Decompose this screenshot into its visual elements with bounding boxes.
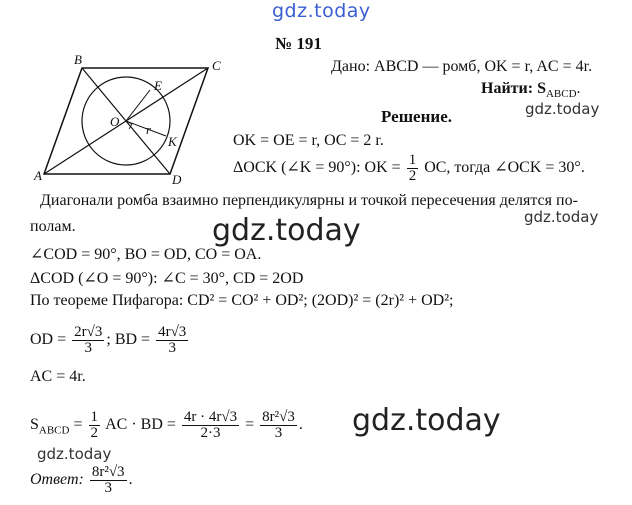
solution-line-8: OD = $\frac{2r√3}{3}$ ; BD = $\frac{4r√3}{3}$ bbox=[30, 324, 187, 356]
label-a: A bbox=[34, 168, 42, 183]
watermark-middle: gdz.today bbox=[212, 213, 361, 248]
solution-line-9: AC = 4r. bbox=[30, 368, 86, 385]
label-o: O bbox=[110, 114, 120, 129]
label-r: r bbox=[146, 122, 152, 137]
radius-oe bbox=[126, 90, 150, 121]
solution-line-2: ΔOCK (∠K = 90°): OK = $\frac{1}{2}$ OC, тогда ∠OCK = 30°. bbox=[233, 152, 585, 184]
fraction-bd: $\frac{4r√3}{3}$ bbox=[158, 324, 187, 356]
fraction-od: $\frac{2r√3}{3}$ bbox=[74, 324, 103, 356]
label-b: B bbox=[74, 52, 82, 67]
fraction-answer: $\frac{\text{8r²√3}}{3}$ bbox=[91, 464, 125, 496]
watermark-right-1: gdz.today bbox=[525, 100, 600, 118]
fraction-one-half: $\frac{1}{2}$ bbox=[408, 152, 417, 184]
fraction-half: $\frac{1}{2}$ bbox=[90, 409, 98, 441]
label-e: E bbox=[154, 78, 162, 93]
solution-line-6: ΔCOD (∠O = 90°): ∠C = 30°, CD = 2OD bbox=[30, 270, 304, 287]
solution-line-7: По теореме Пифагора: CD² = CO² + OD²; (2OD)² = (2r)² + OD²; bbox=[30, 292, 454, 309]
solution-line-3: Диагонали ромба взаимно перпендикулярны и точкой пересечения делятся по- bbox=[40, 192, 578, 209]
watermark-top: gdz.today bbox=[272, 0, 371, 22]
watermark-bottom-left: gdz.today bbox=[37, 445, 112, 463]
label-d: D bbox=[172, 172, 182, 187]
watermark-right-2: gdz.today bbox=[524, 208, 599, 226]
rhombus-figure bbox=[22, 52, 232, 187]
solution-line-5: ∠COD = 90°, BO = OD, CO = OA. bbox=[30, 246, 262, 263]
label-c: C bbox=[212, 58, 221, 73]
solution-heading: Решение. bbox=[381, 107, 452, 126]
label-k: K bbox=[168, 134, 177, 149]
fraction-result: $\frac{\text{8r²√3}}{3}$ bbox=[262, 409, 295, 441]
solution-line-10: $S_{ABCD}$ = $\frac{1}{2}$ AC · BD = $\frac{4r \cdot 4r√3}{2\cdot 3}$ = $\frac{\text{8r²√3}}{3}$ . bbox=[30, 409, 303, 441]
fraction-product: $\frac{4r \cdot 4r√3}{2\cdot 3}$ bbox=[183, 409, 238, 441]
watermark-bottom-big: gdz.today bbox=[352, 403, 501, 438]
problem-number: № 191 bbox=[275, 34, 322, 53]
solution-line-1: OK = OE = r, OC = 2 r. bbox=[233, 132, 384, 149]
answer-line: Ответ: $\frac{\text{8r²√3}}{3}$ . bbox=[30, 464, 133, 496]
solution-line-4: полам. bbox=[30, 218, 76, 235]
given-text: Дано: ABCD — ромб, OK = r, AC = 4r. bbox=[331, 58, 593, 75]
find-text: Найти: $S_{ABCD}$. bbox=[481, 80, 581, 101]
